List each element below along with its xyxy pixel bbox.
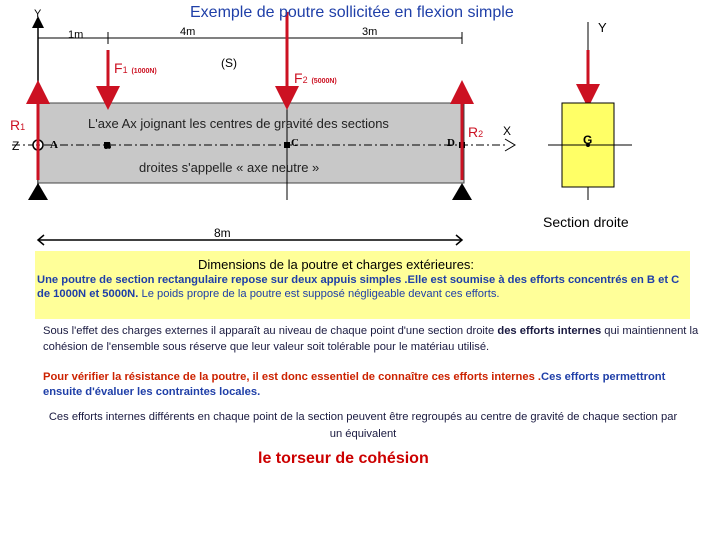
point-g-label: G — [583, 133, 593, 147]
dim-1m: 1m — [68, 29, 84, 41]
dimensions-heading: Dimensions de la poutre et charges extérieures: — [198, 257, 475, 272]
dim-4m: 4m — [180, 26, 196, 38]
section-y-label: Y — [598, 20, 607, 35]
section-title: Section droite — [543, 214, 629, 230]
r2-label: R2 — [468, 124, 484, 140]
r1-label: R1 — [10, 117, 26, 133]
beam-text-1: L'axe Ax joignant les centres de gravité des sections — [88, 116, 389, 131]
paragraph-regrouping: Ces efforts internes différents en chaque point de la section peuvent être regroupés au centre de gravité de chaque section par un équivalent — [48, 411, 678, 440]
paragraph-internal-efforts: Sous l'effet des charges externes il apparaît au niveau de chaque point d'une section droite des efforts internes qui maintiennent la cohésion de l'ensemble sous réserve que leur valeur soit tolérable pour le matériau utilisé. — [43, 325, 699, 353]
point-a-label: A — [50, 139, 58, 151]
torseur-title: le torseur de cohésion — [258, 450, 429, 467]
paragraph-resistance: Pour vérifier la résistance de la poutre, il est donc essentiel de connaître ces efforts internes .Ces efforts permettront ensuite d'évaluer les contraintes locales. — [43, 371, 666, 398]
x-axis-label: X — [503, 124, 512, 138]
z-axis-label: Z — [12, 139, 20, 153]
dimensions-text: Une poutre de section rectangulaire repose sur deux appuis simples .Elle est soumise à des efforts concentrés en B et C de 1000N et 5000N. Le poids propre de la poutre est supposé négligeable devant ces efforts. — [37, 274, 680, 300]
f1-label: F1 (1000N) — [114, 60, 157, 76]
diagram-title: Exemple de poutre sollicitée en flexion simple — [190, 4, 514, 21]
point-c-label: C — [291, 137, 299, 149]
support-right — [452, 183, 472, 200]
section-label: (S) — [221, 56, 237, 70]
beam-text-2: droites s'appelle « axe neutre » — [139, 160, 320, 175]
point-c-marker — [284, 142, 290, 148]
dim-8m: 8m — [214, 226, 231, 240]
f2-label: F2 (5000N) — [294, 70, 337, 86]
support-left — [28, 183, 48, 200]
point-b-label: B — [104, 140, 112, 152]
dim-3m: 3m — [362, 26, 378, 38]
y-axis-label: Y — [34, 8, 42, 20]
point-d-label: D — [447, 137, 455, 149]
